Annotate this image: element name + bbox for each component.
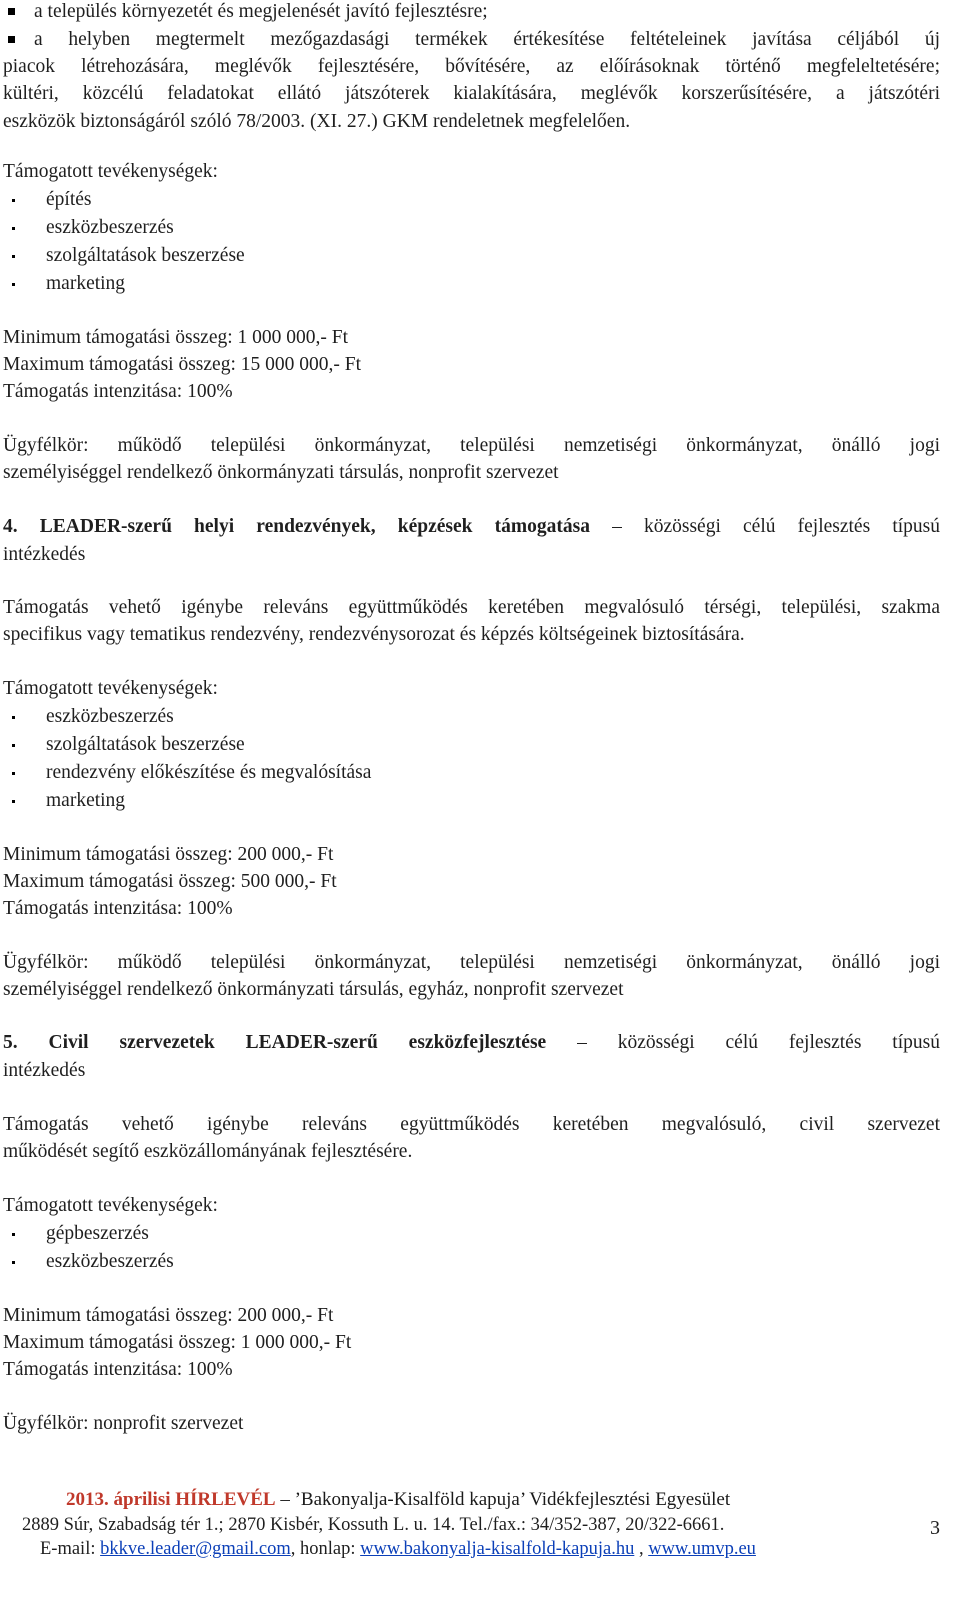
bullet-dot-icon	[12, 1233, 15, 1236]
s5-activities-label: Támogatott tevékenységek:	[3, 1195, 218, 1216]
s3-min-amount: Minimum támogatási összeg: 1 000 000,- Ft	[3, 327, 349, 348]
s3-clients: Ügyfélkör: működő települési önkormányzat, települési nemzetiségi önkormányzat, önálló jogi	[3, 435, 940, 456]
s4-activity: marketing	[46, 790, 126, 811]
s5-heading-cont: intézkedés	[3, 1060, 86, 1081]
s4-activity: rendezvény előkészítése és megvalósítása	[46, 762, 372, 783]
s3-activity: eszközbeszerzés	[46, 217, 174, 238]
s5-intensity: Támogatás intenzitása: 100%	[3, 1359, 233, 1380]
s4-description-cont: specifikus vagy tematikus rendezvény, rendezvénysorozat és képzés költségeinek biztosítására.	[3, 624, 745, 645]
s5-min-amount: Minimum támogatási összeg: 200 000,- Ft	[3, 1305, 334, 1326]
website-label: , honlap:	[290, 1539, 361, 1559]
s4-activity: eszközbeszerzés	[46, 706, 174, 727]
s5-activity: eszközbeszerzés	[46, 1251, 174, 1272]
page-number: 3	[930, 1517, 940, 1539]
intro-bullet-2-cont: eszközök biztonságáról szóló 78/2003. (XI. 27.) GKM rendeletnek megfelelően.	[3, 111, 631, 132]
s5-description-cont: működését segítő eszközállományának fejlesztésére.	[3, 1141, 413, 1162]
s4-clients-cont: személyiséggel rendelkező önkormányzati társulás, egyház, nonprofit szervezet	[3, 979, 624, 1000]
s3-intensity: Támogatás intenzitása: 100%	[3, 381, 233, 402]
s5-heading	[3, 1031, 940, 1055]
link-separator: ,	[634, 1539, 649, 1559]
s4-heading	[3, 515, 940, 539]
bullet-dot-icon	[12, 283, 15, 286]
s5-clients: Ügyfélkör: nonprofit szervezet	[3, 1413, 244, 1434]
s4-intensity: Támogatás intenzitása: 100%	[3, 898, 233, 919]
s3-max-amount: Maximum támogatási összeg: 15 000 000,- Ft	[3, 354, 362, 375]
footer-association-name: – ’Bakonyalja-Kisalföld kapuja’ Vidékfejlesztési Egyesület	[275, 1489, 731, 1510]
intro-bullet-2-cont: kültéri, közcélú feladatokat ellátó játszóterek kialakítására, meglévők korszerűsítésére, a játszótéri	[3, 83, 940, 104]
bullet-dot-icon	[12, 199, 15, 202]
s3-activities-label: Támogatott tevékenységek:	[3, 161, 218, 182]
intro-bullet-2: a helyben megtermelt mezőgazdasági termékek értékesítése feltételeinek javítása céljából új	[34, 29, 940, 50]
square-bullet-icon	[8, 36, 15, 43]
footer-contacts	[40, 1538, 756, 1560]
s5-max-amount: Maximum támogatási összeg: 1 000 000,- Ft	[3, 1332, 352, 1353]
bullet-dot-icon	[12, 744, 15, 747]
bullet-dot-icon	[12, 800, 15, 803]
s4-heading-cont: intézkedés	[3, 544, 86, 565]
s4-min-amount: Minimum támogatási összeg: 200 000,- Ft	[3, 844, 334, 865]
s4-description: Támogatás vehető igénybe releváns együttműködés keretében megvalósuló térségi, települési, szakma	[3, 597, 940, 618]
website-link-bakonyalja[interactable]: www.bakonyalja-kisalfold-kapuja.hu	[360, 1539, 635, 1559]
intro-bullet-1: a település környezetét és megjelenését javító fejlesztésre;	[34, 1, 488, 22]
s4-activities-label: Támogatott tevékenységek:	[3, 678, 218, 699]
bullet-dot-icon	[12, 227, 15, 230]
s3-activity: marketing	[46, 273, 126, 294]
s5-heading-title: 5. Civil szervezetek LEADER-szerű eszközfejlesztése	[3, 1032, 547, 1053]
email-label: E-mail:	[40, 1539, 101, 1559]
square-bullet-icon	[8, 8, 15, 15]
footer-title	[66, 1489, 730, 1511]
s5-heading-type: – közösségi célú fejlesztés típusú	[546, 1032, 940, 1053]
footer-newsletter-label: 2013. áprilisi HÍRLEVÉL	[66, 1489, 276, 1510]
bullet-dot-icon	[12, 772, 15, 775]
bullet-dot-icon	[12, 255, 15, 258]
s5-description: Támogatás vehető igénybe releváns együttműködés keretében megvalósuló, civil szervezet	[3, 1114, 940, 1135]
s3-activity: építés	[46, 189, 92, 210]
s4-max-amount: Maximum támogatási összeg: 500 000,- Ft	[3, 871, 337, 892]
s4-activity: szolgáltatások beszerzése	[46, 734, 245, 755]
s4-clients: Ügyfélkör: működő települési önkormányzat, települési nemzetiségi önkormányzat, önálló jogi	[3, 952, 940, 973]
s3-activity: szolgáltatások beszerzése	[46, 245, 245, 266]
intro-bullet-2-cont: piacok létrehozására, meglévők fejlesztésére, bővítésére, az előírásoknak történő megfeleltetésére;	[3, 56, 940, 77]
s3-clients-cont: személyiséggel rendelkező önkormányzati társulás, nonprofit szervezet	[3, 462, 559, 483]
s4-heading-type: – közösségi célú fejlesztés típusú	[589, 516, 940, 537]
footer-address: 2889 Súr, Szabadság tér 1.; 2870 Kisbér, Kossuth L. u. 14. Tel./fax.: 34/352-387, 20/322-6661.	[22, 1515, 725, 1535]
bullet-dot-icon	[12, 716, 15, 719]
website-link-umvp[interactable]: www.umvp.eu	[648, 1539, 756, 1559]
s5-activity: gépbeszerzés	[46, 1223, 149, 1244]
email-link[interactable]: bkkve.leader@gmail.com	[100, 1539, 291, 1559]
bullet-dot-icon	[12, 1261, 15, 1264]
s4-heading-title: 4. LEADER-szerű helyi rendezvények, képzések támogatása	[3, 516, 590, 537]
